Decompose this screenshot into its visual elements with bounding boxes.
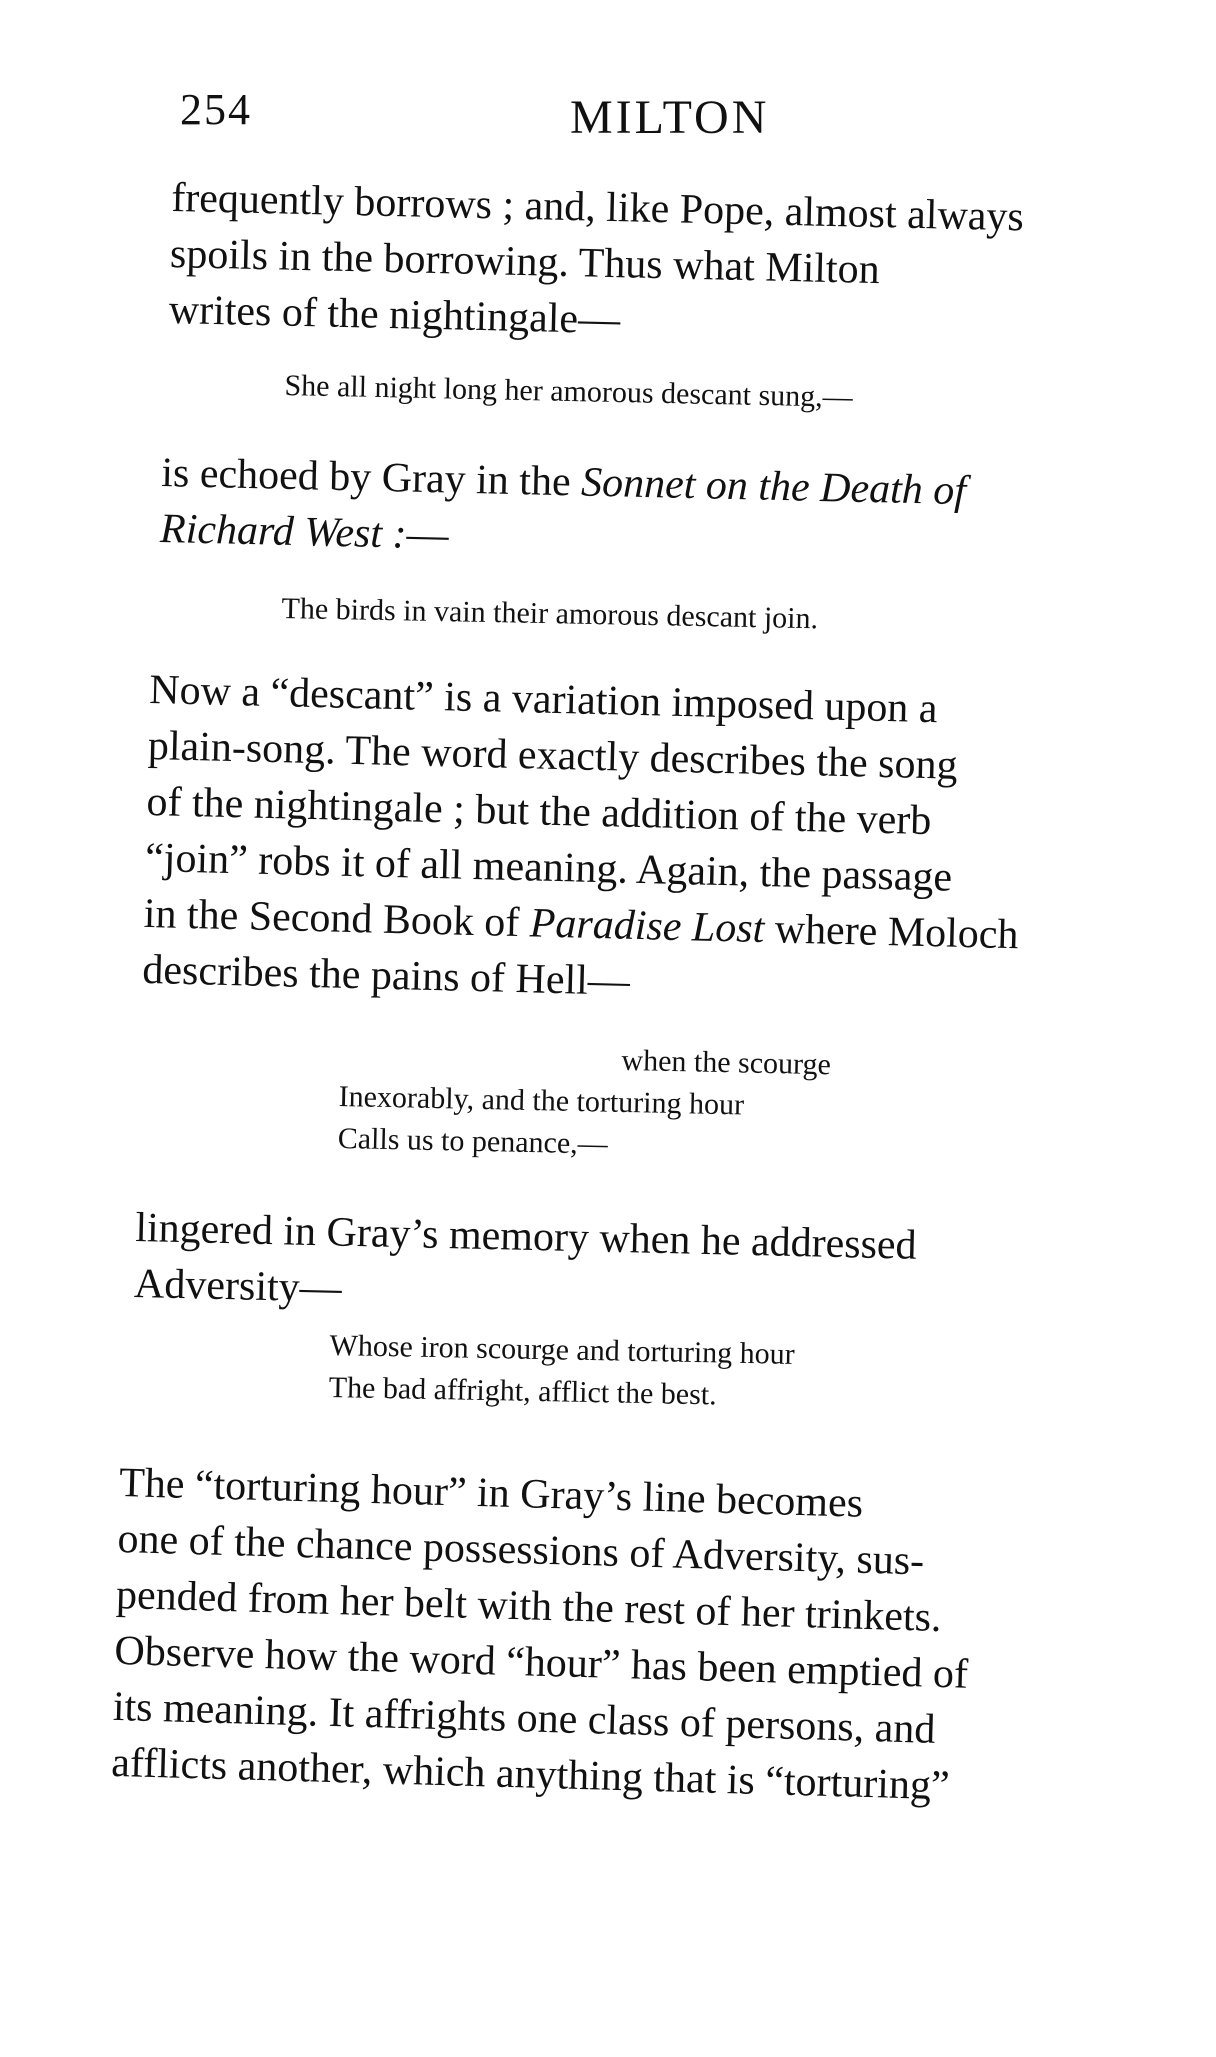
verse-line: Whose iron scourge and torturing hour <box>329 1328 796 1371</box>
text-segment: is echoed by Gray in the <box>160 449 582 506</box>
paragraph-2 <box>159 445 1156 580</box>
text-line: of the nightingale ; but the addition of the verb <box>146 778 932 845</box>
paragraph-3 <box>142 662 1150 1022</box>
text-line: Observe how the word “hour” has been emptied of <box>113 1627 969 1698</box>
verse-line: She all night long her amorous descant sung,— <box>284 368 854 414</box>
text-line: The “torturing hour” in Gray’s line becomes <box>118 1459 864 1527</box>
text-line: plain-song. The word exactly describes the song <box>147 722 959 789</box>
text-line: lingered in Gray’s memory when he addressed <box>134 1204 918 1269</box>
paragraph-5 <box>111 1455 1120 1819</box>
text-line: afflicts another, which anything that is “torturing” <box>110 1739 951 1810</box>
text-segment: where Moloch <box>763 906 1020 959</box>
verse-quote-3 <box>337 1034 831 1170</box>
text-line: pended from her belt with the rest of her trinkets. <box>115 1571 943 1641</box>
verse-line: Calls us to penance,— <box>337 1121 609 1161</box>
verse-line: The bad affright, afflict the best. <box>328 1370 717 1412</box>
verse-line: Inexorably, and the torturing hour <box>338 1079 745 1122</box>
paragraph-1 <box>168 170 1152 360</box>
verse-quote-1 <box>284 365 853 419</box>
italic-title: Richard West : <box>159 505 408 558</box>
text-line: its meaning. It affrights one class of persons, and <box>112 1683 937 1753</box>
verse-quote-2 <box>281 588 818 640</box>
text-line: one of the chance possessions of Adversity, sus- <box>117 1515 925 1585</box>
text-line: writes of the nightingale— <box>168 286 621 344</box>
text-segment: in the Second Book of <box>143 890 531 947</box>
paragraph-4 <box>133 1200 1135 1335</box>
text-line: spoils in the borrowing. Thus what Milton <box>169 230 881 294</box>
text-line: Adversity— <box>133 1260 343 1312</box>
text-line: frequently borrows ; and, like Pope, almost always <box>170 174 1025 241</box>
page-number: 254 <box>180 85 252 134</box>
text-line: Now a “descant” is a variation imposed upon a <box>148 666 939 733</box>
text-line: “join” robs it of all meaning. Again, the passage <box>144 834 953 901</box>
italic-title: Paradise Lost <box>529 900 765 953</box>
text-line: describes the pains of Hell— <box>141 946 631 1005</box>
verse-line: when the scourge <box>621 1043 832 1082</box>
running-head <box>180 84 1120 154</box>
verse-line: The birds in vain their amorous descant join. <box>281 591 819 636</box>
verse-quote-4 <box>328 1325 795 1418</box>
running-title: MILTON <box>570 91 770 144</box>
italic-title: Sonnet on the Death of <box>580 459 967 515</box>
text-segment: — <box>406 511 450 559</box>
